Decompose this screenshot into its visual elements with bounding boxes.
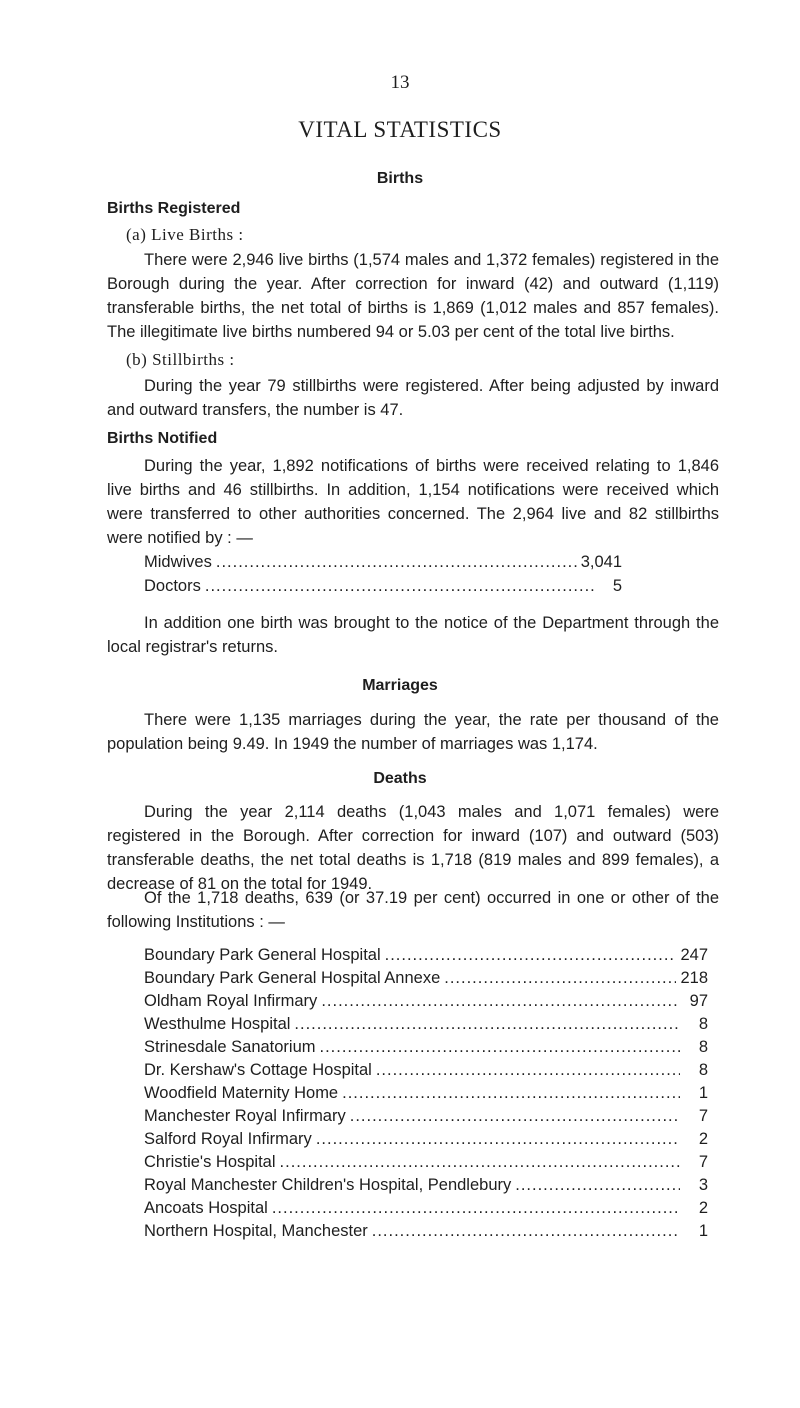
leader-dots: [321, 990, 680, 1012]
births-notified-paragraph: [107, 454, 719, 550]
stillbirths-label: (b) Stillbirths :: [126, 350, 235, 369]
institution-name: Dr. Kershaw's Cottage Hospital: [144, 1061, 372, 1079]
institution-value: 8: [698, 1038, 708, 1056]
institution-value: 247: [680, 946, 708, 964]
marriages-text: There were 1,135 marriages during the year, the rate per thousand of the population being 9.49. In 1949 the number of marriages was 1,174.: [107, 711, 719, 753]
leader-dots: [316, 1128, 680, 1150]
institution-row: [144, 1036, 708, 1058]
institution-value: 7: [698, 1107, 708, 1125]
notifier-row-midwives: [144, 551, 622, 573]
page-title: VITAL STATISTICS: [298, 117, 502, 142]
leader-dots: [515, 1174, 680, 1196]
leader-dots: [205, 575, 594, 597]
institution-name: Royal Manchester Children's Hospital, Pendlebury: [144, 1176, 512, 1194]
deaths-paragraph: [107, 800, 719, 896]
stillbirths-paragraph: [107, 374, 719, 422]
institutions-intro-text: Of the 1,718 deaths, 639 (or 37.19 per cent) occurred in one or other of the following Institutions : —: [107, 889, 719, 931]
institution-value: 8: [698, 1061, 708, 1079]
institution-name: Boundary Park General Hospital Annexe: [144, 969, 441, 987]
institution-value: 218: [680, 969, 708, 987]
leader-dots: [294, 1013, 680, 1035]
institution-value: 1: [698, 1222, 708, 1240]
institution-name: Salford Royal Infirmary: [144, 1130, 312, 1148]
live-births-label: (a) Live Births :: [126, 225, 244, 244]
institution-name: Manchester Royal Infirmary: [144, 1107, 346, 1125]
births-registered-heading: Births Registered: [107, 200, 241, 217]
leader-dots: [320, 1036, 680, 1058]
live-births-paragraph: [107, 248, 719, 344]
births-notified-text: During the year, 1,892 notifications of births were received relating to 1,846 live births and 46 stillbirths. In addition, 1,154 notifications were received which were transferred to other authorities concerned. The 2,964 live and 82 stillbirths were notified by : —: [107, 457, 719, 547]
institution-row: [144, 1151, 708, 1173]
institution-name: Woodfield Maternity Home: [144, 1084, 339, 1102]
leader-dots: [342, 1082, 680, 1104]
institution-value: 97: [689, 992, 708, 1010]
leader-dots: [372, 1220, 680, 1242]
institutions-intro-paragraph: [107, 886, 719, 934]
institution-value: 2: [698, 1130, 708, 1148]
institution-value: 8: [698, 1015, 708, 1033]
institution-name: Strinesdale Sanatorium: [144, 1038, 316, 1056]
institution-name: Westhulme Hospital: [144, 1015, 291, 1033]
leader-dots: [350, 1105, 680, 1127]
institution-row: [144, 990, 708, 1012]
addition-paragraph: [107, 611, 719, 659]
leader-dots: [376, 1059, 680, 1081]
leader-dots: [216, 551, 577, 573]
institution-value: 3: [698, 1176, 708, 1194]
notifier-row-doctors: [144, 575, 622, 597]
notifier-label: Midwives: [144, 553, 212, 571]
marriages-heading: Marriages: [362, 677, 438, 694]
institution-name: Christie's Hospital: [144, 1153, 276, 1171]
institution-row: [144, 967, 708, 989]
births-notified-heading: Births Notified: [107, 430, 218, 447]
deaths-heading: Deaths: [373, 770, 427, 787]
institution-name: Oldham Royal Infirmary: [144, 992, 318, 1010]
notifier-value: 3,041: [580, 553, 622, 571]
leader-dots: [444, 967, 676, 989]
institution-row: [144, 1220, 708, 1242]
institution-name: Ancoats Hospital: [144, 1199, 268, 1217]
institution-row: [144, 1105, 708, 1127]
institution-row: [144, 1013, 708, 1035]
leader-dots: [272, 1197, 680, 1219]
institution-row: [144, 1059, 708, 1081]
page-number: 13: [390, 72, 410, 93]
institution-name: Boundary Park General Hospital: [144, 946, 381, 964]
leader-dots: [385, 944, 677, 966]
institution-row: [144, 1197, 708, 1219]
live-births-text: There were 2,946 live births (1,574 males and 1,372 females) registered in the Borough during the year. After correction for inward (42) and outward (1,119) transferable births, the net total of births is 1,869 (1,012 males and 857 females). The illegitimate live births numbered 94 or 5.03 per cent of the total live births.: [107, 251, 719, 341]
institution-row: [144, 1174, 708, 1196]
notifier-label: Doctors: [144, 577, 201, 595]
institution-value: 1: [698, 1084, 708, 1102]
notifier-value: 5: [612, 577, 622, 595]
institution-row: [144, 1082, 708, 1104]
institution-row: [144, 1128, 708, 1150]
institution-name: Northern Hospital, Manchester: [144, 1222, 368, 1240]
institution-value: 2: [698, 1199, 708, 1217]
institution-value: 7: [698, 1153, 708, 1171]
births-heading: Births: [376, 170, 424, 187]
addition-text: In addition one birth was brought to the notice of the Department through the local registrar's returns.: [107, 614, 719, 656]
marriages-paragraph: [107, 708, 719, 756]
stillbirths-text: During the year 79 stillbirths were registered. After being adjusted by inward and outward transfers, the number is 47.: [107, 377, 719, 419]
leader-dots: [280, 1151, 680, 1173]
deaths-text: During the year 2,114 deaths (1,043 males and 1,071 females) were registered in the Borough. After correction for inward (107) and outward (503) transferable deaths, the net total deaths is 1,718 (819 males and 899 females), a decrease of 81 on the total for 1949.: [107, 803, 719, 893]
institution-row: [144, 944, 708, 966]
